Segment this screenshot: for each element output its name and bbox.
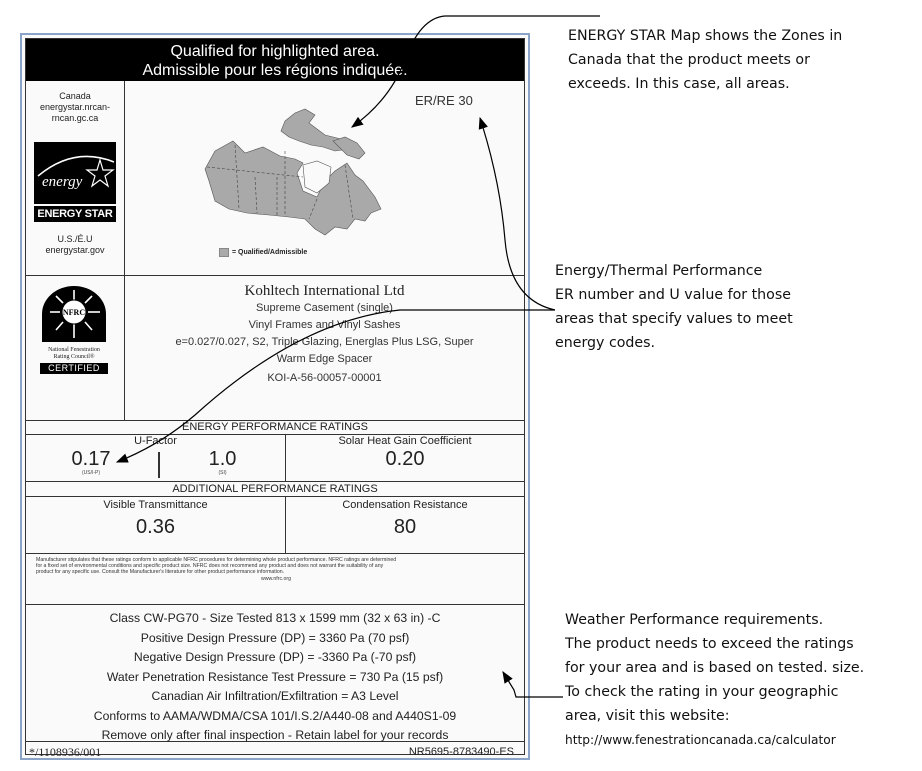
qualified-header: [26, 39, 524, 81]
cr-cell: [286, 497, 524, 553]
nfrc-sun-icon: [36, 284, 112, 342]
canada-url-1: energystar.nrcan-: [39, 102, 111, 112]
energy-star-logo-mark: [34, 142, 116, 204]
company-name: Kohltech International Ltd: [244, 283, 405, 299]
energy-script-text: energy: [42, 174, 83, 190]
energy-star-logo: [34, 142, 116, 232]
u-factor-si-unit: (SI): [218, 470, 227, 476]
qualification-map-area: [125, 81, 524, 275]
thermal-annotation: [555, 259, 915, 355]
header-line-en: Qualified for highlighted area.: [170, 43, 380, 60]
energy-ratings-cells: [26, 435, 524, 482]
shgc-label: Solar Heat Gain Coefficient: [338, 435, 472, 447]
label-inner-frame: [25, 38, 525, 759]
cr-value: 80: [393, 516, 417, 538]
weather-line: Water Penetration Resistance Test Pressure = 730 Pa (15 psf): [106, 669, 444, 684]
map-legend: [219, 248, 307, 257]
u-factor-cell: [26, 435, 286, 481]
header-line-fr: Admissible pour les régions indiquée.: [142, 62, 408, 79]
energy-star-wordmark: ENERGY STAR: [34, 206, 116, 222]
nfrc-panel: [26, 276, 125, 420]
weather-annotation: [565, 608, 920, 752]
disclaimer-line-1: Manufacturer stipulates that these ratings conform to applicable NFRC procedures for determining whole product performance. NFRC ratings are determined: [36, 557, 397, 563]
u-factor-ip-unit: (US/I-P): [81, 470, 101, 476]
label-footer: [26, 742, 524, 762]
annotation-line: area, visit this website:: [565, 708, 730, 724]
nfrc-row: [26, 276, 524, 421]
nfrc-logo: [36, 284, 112, 374]
annotation-line: The product needs to exceed the ratings: [565, 636, 854, 652]
nfrc-certified-badge: CERTIFIED: [40, 363, 108, 374]
weather-line: Remove only after final inspection - Retain label for your records: [101, 728, 449, 742]
annotation-line: Energy/Thermal Performance: [555, 263, 763, 279]
footer-cert-number: NR5695-8783490-ES: [408, 746, 514, 758]
weather-line: Class CW-PG70 - Size Tested 813 x 1599 mm (32 x 63 in) -C: [109, 611, 441, 625]
er-rating: ER/RE 30: [415, 93, 473, 108]
product-glazing-1: e=0.027/0.027, S2, Triple Glazing, Energlas Plus LSG, Super: [175, 336, 474, 348]
nfrc-disclaimer: [26, 553, 524, 605]
annotation-line: Canada that the product meets or: [568, 52, 810, 68]
product-model: Supreme Casement (single): [256, 302, 393, 314]
map-annotation: [568, 24, 918, 96]
additional-ratings-cells: [26, 497, 524, 554]
annotation-line: exceeds. In this case, all areas.: [568, 76, 790, 92]
nfrc-emblem-text: NFRC: [62, 308, 86, 317]
us-title: U.S./É.U: [57, 234, 93, 244]
us-url: energystar.gov: [45, 245, 105, 255]
vt-cell: [26, 497, 286, 553]
energy-star-panel: [26, 81, 125, 275]
energy-ratings-title: ENERGY PERFORMANCE RATINGS: [26, 420, 524, 435]
annotation-line: To check the rating in your geographic: [565, 684, 839, 700]
energy-star-icon: [34, 142, 116, 204]
product-code: KOI-A-56-00057-00001: [267, 372, 382, 384]
u-factor-si: [160, 448, 285, 476]
annotation-line: ENERGY STAR Map shows the Zones in: [568, 28, 843, 44]
annotation-line: for your area and is based on tested. size.: [565, 660, 865, 676]
vt-label: Visible Transmittance: [103, 499, 208, 511]
weather-line: Negative Design Pressure (DP) = -3360 Pa (-70 psf): [133, 650, 417, 664]
product-glazing-2: Warm Edge Spacer: [276, 353, 373, 365]
annotation-line: areas that specify values to meet: [555, 311, 793, 327]
product-frames: Vinyl Frames and Vinyl Sashes: [248, 319, 401, 331]
canada-url-2: rncan.gc.ca: [51, 113, 99, 123]
u-factor-si-value: 1.0: [208, 448, 237, 470]
cr-label: Condensation Resistance: [342, 499, 468, 511]
u-factor-ip: [26, 448, 156, 476]
energy-star-row: [26, 81, 524, 276]
weather-line: Conforms to AAMA/WDMA/CSA 101/I.S.2/A440-08 and A440S1-09: [93, 708, 457, 723]
window-label: [20, 33, 530, 760]
nfrc-council-1: National Fenestration: [48, 347, 100, 353]
canada-title: Canada: [59, 91, 91, 101]
weather-line: Canadian Air Infiltration/Exfiltration = A3 Level: [151, 689, 399, 703]
weather-line: Positive Design Pressure (DP) = 3360 Pa (70 psf): [140, 630, 410, 645]
legend-text: = Qualified/Admissible: [232, 249, 308, 256]
annotation-line: Weather Performance requirements.: [565, 612, 824, 628]
nfrc-council-2: Rating Council®: [53, 354, 95, 360]
shgc-value: 0.20: [385, 448, 425, 470]
annotation-line: energy codes.: [555, 335, 656, 351]
u-factor-ip-value: 0.17: [71, 448, 111, 470]
u-factor-label: U-Factor: [134, 435, 177, 447]
disclaimer-line-2: for a fixed set of environmental conditions and specific product size. NFRC does not recommend any product and does not warrant the suitability of any: [36, 563, 384, 570]
legend-swatch: [219, 248, 229, 257]
footer-serial: */1108936/001: [29, 745, 102, 759]
canada-map: [185, 101, 395, 251]
disclaimer-line-3: product for any specific use. Consult the Manufacturer's literature for other product performance information.: [36, 569, 285, 576]
nfrc-url: www.nfrc.org: [261, 575, 291, 582]
additional-ratings-title: ADDITIONAL PERFORMANCE RATINGS: [26, 482, 524, 497]
calculator-link[interactable]: http://www.fenestrationcanada.ca/calculator: [565, 733, 836, 747]
shgc-cell: [286, 435, 524, 481]
product-info: [125, 276, 524, 420]
vt-value: 0.36: [136, 516, 175, 538]
weather-performance: [26, 606, 524, 742]
annotation-line: ER number and U value for those: [555, 287, 791, 303]
